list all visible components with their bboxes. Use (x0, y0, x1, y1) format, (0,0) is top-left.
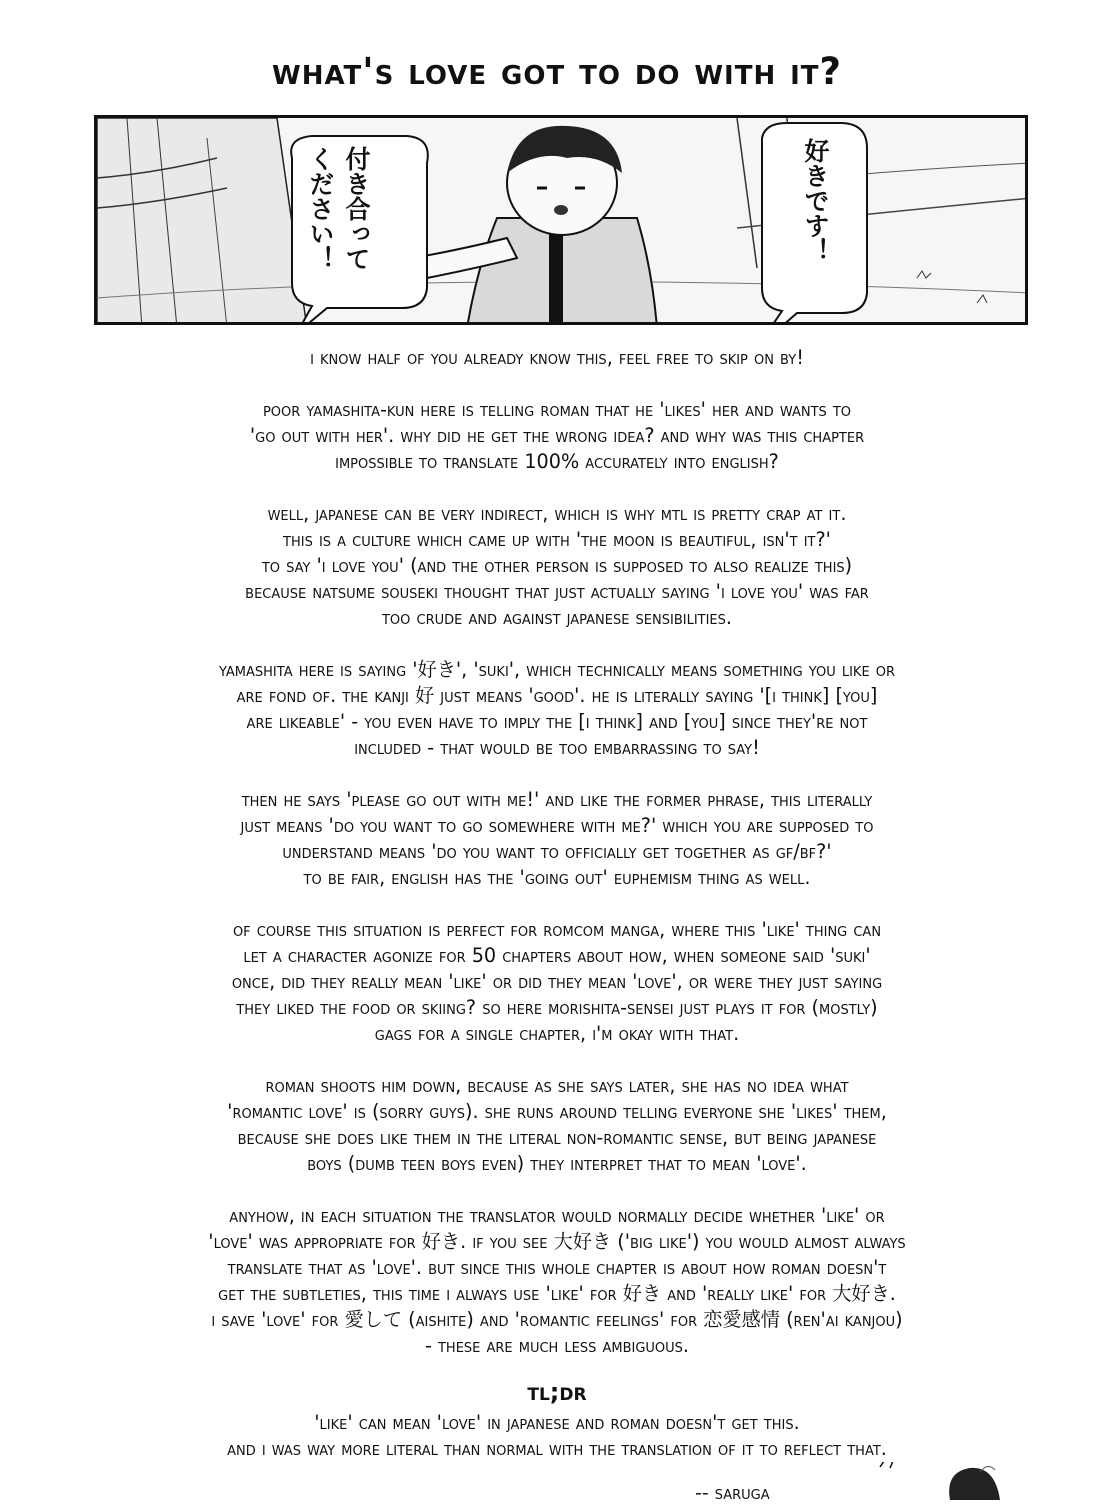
panel-illustration (97, 118, 1028, 325)
page-title: what's love got to do with it? (272, 50, 842, 93)
tldr-heading: tl;dr (527, 1378, 587, 1406)
paragraph-context: poor yamashita-kun here is telling roman that he 'likes' her and wants to 'go out with her'. why did he get the wrong idea? and why was this chapter impossible to translate 100% accurately into english? (249, 398, 865, 473)
paragraph-intro: i know half of you already know this, feel free to skip on by! (310, 346, 804, 369)
speech-bubble-left: 付き合って ください！ (306, 146, 371, 271)
signature: -- saruga (695, 1482, 770, 1504)
paragraph-suki: yamashita here is saying '好き', 'suki', which technically means something you like or are fond of. the kanji 好 just means 'good'. he is literally saying '[i think] [you] are likeable' - you even have to imply the [i think] and [you] since they're not included - that would be too embarrassing to say! (218, 658, 896, 759)
speech-bubble-right: 好きです！ (801, 138, 830, 263)
manga-panel (94, 115, 1028, 325)
paragraph-translation: anyhow, in each situation the translator would normally decide whether 'like' or 'love' was appropriate for 好き. if you see 大好き ('big like') you would almost always translate that as 'love'. but since this whole chapter is about how roman doesn't get the subtleties, this time i always use 'like' for 好き and 'really like' for 大好き. i save 'love' for 愛して (aishite) and 'romantic feelings' for 恋愛感情 (ren'ai kanjou) - these are much less ambiguous. (208, 1204, 906, 1357)
article-body (40, 345, 1074, 1385)
paragraph-roman: roman shoots him down, because as she says later, she has no idea what 'romantic love' is (sorry guys). she runs around telling everyone she 'likes' them, because she does like them in the literal non-romantic sense, but being japanese boys (dumb teen boys even) they interpret that to mean 'love'. (227, 1074, 887, 1175)
tldr-text: 'like' can mean 'love' in japanese and roman doesn't get this. and i was way more literal than normal with the translation of it to reflect that. (227, 1411, 887, 1460)
paragraph-go-out: then he says 'please go out with me!' and like the former phrase, this literally just means 'do you want to go somewhere with me?' which you are supposed to understand means 'do you want to officially get together as gf/bf?' to be fair, english has the 'going out' euphemism thing as well. (240, 788, 874, 889)
corner-illustration (860, 1462, 1020, 1500)
paragraph-indirect: well, japanese can be very indirect, which is why mtl is pretty crap at it. this is a culture which came up with 'the moon is beautiful, isn't it?' to say 'i love you' (and the other person is supposed to also realize this) because natsume souseki thought that just actually saying 'i love you' was far too crude and against japanese sensibilities. (245, 502, 869, 629)
paragraph-romcom: of course this situation is perfect for romcom manga, where this 'like' thing can let a character agonize for 50 chapters about how, when someone said 'suki' once, did they really mean 'like' or did they mean 'love', or were they just saying they liked the food or skiing? so here morishita-sensei just plays it for (mostly) gags for a single chapter, i'm okay with that. (231, 918, 883, 1045)
